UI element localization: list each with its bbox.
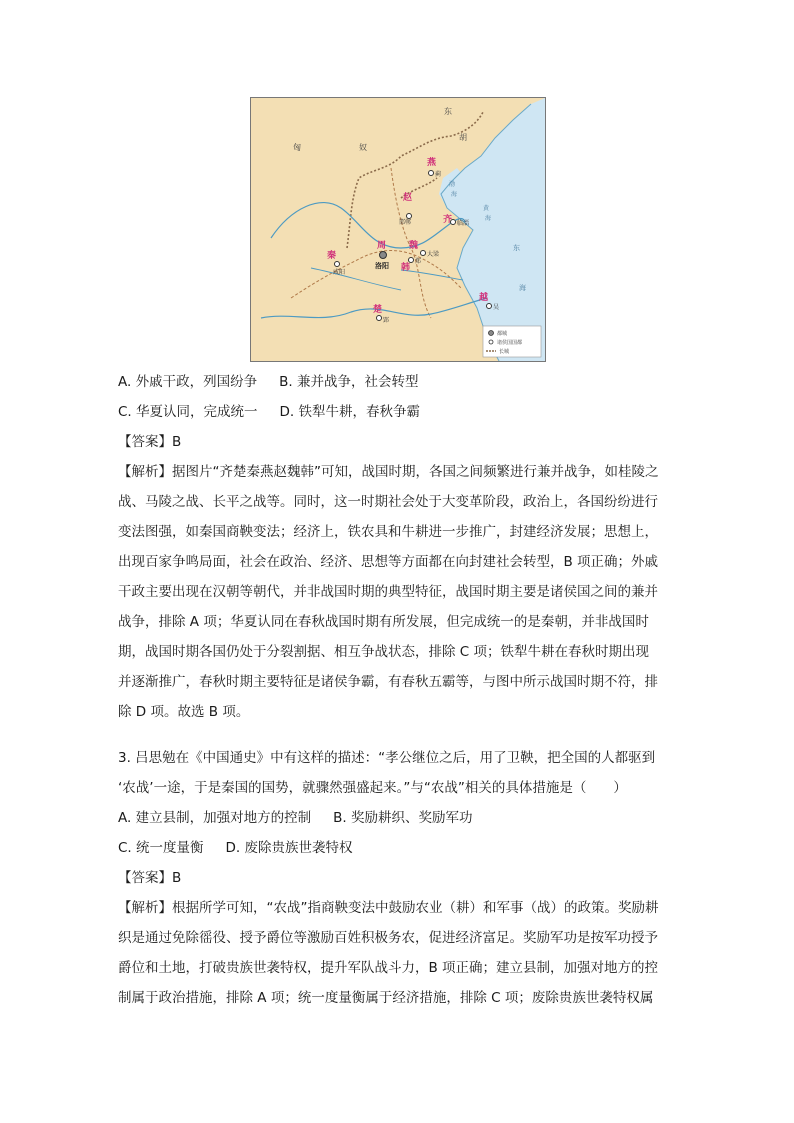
ying-city-marker xyxy=(377,316,382,321)
q3-stem-line: 3. 吕思勉在《中国通史》中有这样的描述：“孝公继位之后，用了卫鞅，把全国的人都驱到 xyxy=(118,750,656,766)
q2-options-row-2 xyxy=(118,397,682,427)
donghu-label-2: 胡 xyxy=(459,133,467,142)
bohai-label-2: 海 xyxy=(451,191,458,198)
han-label: 韩 xyxy=(401,263,411,273)
q3-option-c: C. 统一度量衡 xyxy=(118,840,204,856)
handan-city-marker xyxy=(407,214,412,219)
donghai-label-2: 海 xyxy=(519,284,526,292)
legend-vassal-capital-label: 诸侯国国都 xyxy=(497,340,523,346)
q2-analysis-line: 战争，排除 A 项；华夏认同在春秋战国时期有所发展，但完成统一的是秦朝，并非战国时 xyxy=(118,614,649,630)
q2-analysis-line: 干政主要出现在汉朝等朝代，并非战国时期的典型特征，战国时期主要是诸侯国之间的兼并 xyxy=(118,584,658,600)
q3-analysis-line: 【解析】根据所学可知，“农战”指商鞅变法中鼓励农业（耕）和军事（战）的政策。奖励耕 xyxy=(118,900,659,916)
ji-city-marker xyxy=(429,171,434,176)
map-canvas xyxy=(251,98,545,361)
ying-label: 郢 xyxy=(383,317,390,324)
q3-stem-line: ‘农战’一途，于是秦国的国势，就骤然强盛起来。”与“农战”相关的具体措施是（ ） xyxy=(118,780,627,796)
q2-analysis-line: 【解析】据图片“齐楚秦燕赵魏韩”可知，战国时期，各国之间频繁进行兼并战争，如桂陵之 xyxy=(118,464,659,480)
q3-option-b: B. 奖励耕织、奖励军功 xyxy=(333,810,473,826)
q3-analysis-line: 制属于政治措施，排除 A 项；统一度量衡属于经济措施，排除 C 项；废除贵族世袭特权属 xyxy=(118,990,654,1006)
warring-states-map xyxy=(250,97,546,362)
q2-options-row-1 xyxy=(118,367,682,397)
q2-option-b: B. 兼并战争，社会转型 xyxy=(279,374,419,390)
linzi-label: 临淄 xyxy=(457,220,470,227)
q3-options-row-1 xyxy=(118,803,682,833)
q3-analysis-line: 织是通过免除徭役、授予爵位等激励百姓积极务农，促进经济富足。奖励军功是按军功授予 xyxy=(118,930,658,946)
xiongnu-label-1: 匈 xyxy=(293,143,301,152)
donghai-label-1: 东 xyxy=(513,244,520,252)
bohai-label-1: 渤 xyxy=(449,181,456,188)
q2-option-c: C. 华夏认同，完成统一 xyxy=(118,404,258,420)
q2-answer: 【答案】B xyxy=(118,434,182,450)
xianyang-label: 咸阳 xyxy=(333,269,346,276)
legend-capital-label: 都城 xyxy=(497,331,508,337)
handan-label: 邯郸 xyxy=(399,219,412,226)
wu-label: 吴 xyxy=(493,304,500,311)
luoyang-city-marker xyxy=(380,252,387,259)
wei-label: 魏 xyxy=(409,241,419,251)
legend-vassal-capital-icon xyxy=(489,340,493,344)
han-river xyxy=(311,268,401,290)
huanghai-label-2: 海 xyxy=(485,215,492,222)
q3-option-d: D. 废除贵族世袭特权 xyxy=(225,840,353,856)
question-2-block xyxy=(118,367,682,727)
zheng-city-marker xyxy=(409,258,414,263)
luoyang-label: 洛阳 xyxy=(375,262,389,270)
q3-answer: 【答案】B xyxy=(118,870,182,886)
chu-label: 楚 xyxy=(373,305,383,315)
legend-great-wall-label: 长城 xyxy=(499,349,510,355)
legend-capital-icon xyxy=(489,331,494,336)
wu-city-marker xyxy=(487,304,492,309)
daliang-label: 大梁 xyxy=(427,251,440,258)
donghu-label-1: 东 xyxy=(444,107,452,116)
xiongnu-label-2: 奴 xyxy=(359,143,367,152)
q2-analysis-line: 除 D 项。故选 B 项。 xyxy=(118,704,250,720)
zhao-label: 赵 xyxy=(403,193,413,203)
map-legend xyxy=(483,326,541,357)
q2-analysis-line: 出现百家争鸣局面，社会在政治、经济、思想等方面都在向封建社会转型，B 项正确；外戚 xyxy=(118,554,659,570)
yue-label: 越 xyxy=(479,293,489,303)
huanghai-label-1: 黄 xyxy=(483,205,490,212)
zheng-label: 郑 xyxy=(415,258,422,265)
question-3-block xyxy=(118,743,682,1013)
q2-analysis-line: 期，战国时期各国仍处于分裂割据、相互争战状态，排除 C 项；铁犁牛耕在春秋时期出现 xyxy=(118,644,650,660)
q3-option-a: A. 建立县制，加强对地方的控制 xyxy=(118,810,312,826)
huai-river xyxy=(401,270,463,280)
sea-area xyxy=(441,98,545,361)
qi-label: 齐 xyxy=(443,215,453,225)
q2-analysis-line: 战、马陵之战、长平之战等。同时，这一时期社会处于大变革阶段，政治上，各国纷纷进行 xyxy=(118,494,658,510)
q2-analysis-line: 并逐渐推广，春秋时期主要特征是诸侯争霸，有春秋五霸等，与图中所示战国时期不符，排 xyxy=(118,674,658,690)
ji-label: 蓟 xyxy=(435,171,442,178)
qin-label: 秦 xyxy=(327,251,337,261)
q2-option-a: A. 外戚干政，列国纷争 xyxy=(118,374,258,390)
xianyang-city-marker xyxy=(335,262,340,267)
q2-option-d: D. 铁犁牛耕，春秋争霸 xyxy=(279,404,420,420)
q3-analysis-line: 爵位和土地，打破贵族世袭特权，提升军队战斗力，B 项正确；建立县制，加强对地方的控 xyxy=(118,960,659,976)
yan-label: 燕 xyxy=(427,158,437,168)
zhou-label: 周 xyxy=(377,241,387,251)
daliang-city-marker xyxy=(421,251,426,256)
q3-options-row-2 xyxy=(118,833,682,863)
q2-analysis-line: 变法图强，如秦国商鞅变法；经济上，铁农具和牛耕进一步推广，封建经济发展；思想上， xyxy=(118,524,658,540)
yellow-river xyxy=(271,203,465,248)
